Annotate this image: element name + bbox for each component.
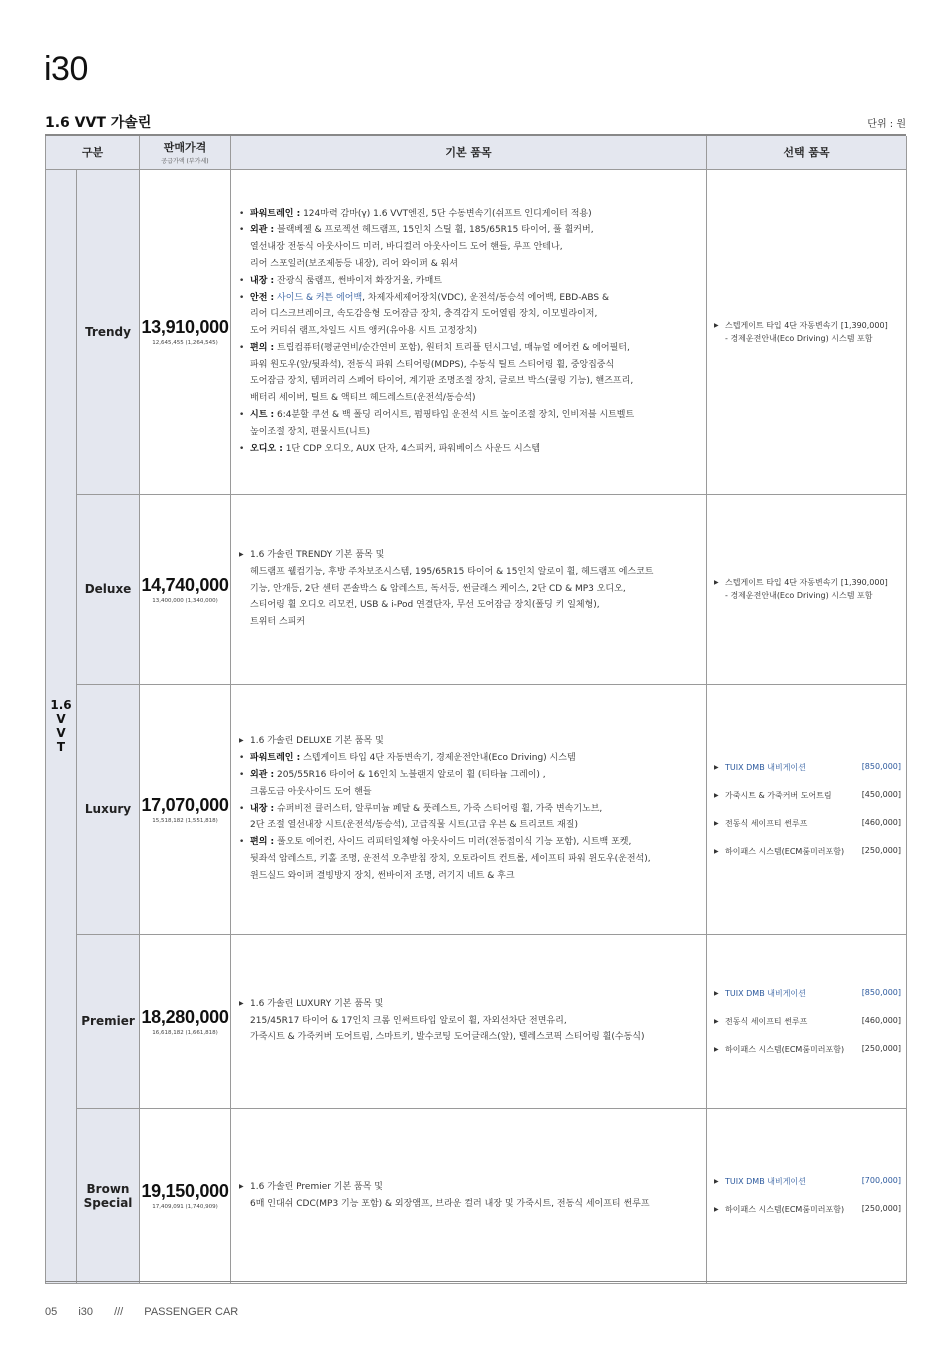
basic-item-key: 시트 : [250,410,275,421]
basic-item-key: 안전 : [250,292,275,303]
option-item [714,818,901,829]
option-left [714,818,807,829]
basic-item-key: 파워트레인 : [250,208,301,219]
header-options: 선택 품목 [707,136,907,169]
option-row [714,1044,901,1055]
option-row [714,818,901,829]
basic-item-line: 스티어링 휠 오디오 리모컨, USB & i-Pod 연결단자, 무선 도어잠금 장치(폴딩 키 일체형), [250,600,600,611]
triangle-bullet-icon: ▶ [714,819,719,827]
triangle-bullet-icon: ▶ [714,791,719,799]
basic-item-line: 가죽시트 & 가죽커버 도어트림, 스마트키, 발수코팅 도어글래스(앞), 텔레스코픽 스티어링 휠(수동식) [250,1032,645,1043]
option-item [714,577,901,601]
footer-category: PASSENGER CAR [144,1306,239,1318]
option-left [714,762,806,773]
option-left [714,577,888,588]
basic-item-text: 124마력 감마(γ) 1.6 VVT엔진, 5단 수동변속기(쉬프트 인디게이터 적용) [300,208,592,219]
bullet-icon: • [239,410,245,421]
basic-item-line: 6매 인대쉬 CDC(MP3 기능 포함) & 외장앰프, 브라운 컬러 내장 및 가죽시트, 전동식 세이프티 썬루프 [250,1198,650,1209]
basic-item-text: 1.6 가솔린 TRENDY 기본 품목 및 [250,550,385,560]
basic-item-line [239,222,698,239]
option-item [714,846,901,857]
basic-item-line: 도어잠금 장치, 템퍼러리 스페어 타이어, 계기판 조명조절 장치, 글로브 박스(쿨링 기능), 핸즈프리, [250,376,634,387]
option-price: [450,000] [861,789,902,799]
basic-item-text: , 차제자세제어장치(VDC), 운전석/동승석 에어백, EBD-ABS & [362,292,610,303]
table-row [46,934,907,1108]
option-price: [250,000] [861,1043,902,1053]
option-name: TUIX DMB 내비게이션 [725,1177,806,1186]
basic-item-line: 윈드실드 와이퍼 결빙방지 장치, 썬바이저 조명, 러기지 네트 & 후크 [250,870,515,881]
option-left [714,790,832,801]
triangle-bullet-icon: ▶ [239,737,244,745]
basic-items [231,1108,707,1283]
header-price-sub: 공급가액 (부가세) [161,158,209,166]
bullet-icon: • [239,753,245,764]
basic-item-line: 리어 스포일러(보조제동등 내장), 리어 와이퍼 & 워셔 [250,258,458,269]
option-row [714,790,901,801]
triangle-bullet-icon: ▶ [714,321,719,329]
basic-item-line [239,273,698,290]
option-row [714,988,901,999]
triangle-bullet-icon: ▶ [714,1017,719,1025]
option-row [714,762,901,773]
basic-item-line [239,733,698,750]
option-item [714,988,901,999]
basic-item-line [239,1179,698,1196]
basic-item-line: 215/45R17 타이어 & 17인치 크롬 인써트타입 알로이 휠, 자외선차단 전면유리, [250,1015,567,1026]
triangle-bullet-icon: ▶ [714,847,719,855]
price-table [45,136,907,1284]
header-price-label: 판매가격 [163,141,207,155]
price-cell [140,1108,231,1283]
basic-item-line [239,290,698,307]
option-price: [250,000] [861,845,902,855]
section-title: 1.6 VVT 가솔린 [45,115,152,131]
option-left [714,1176,806,1187]
option-left [714,988,806,999]
engine-label: 1.6 V V T [50,698,72,754]
basic-item-key: 파워트레인 : [250,753,301,764]
triangle-bullet-icon: ▶ [239,999,244,1007]
basic-item-key: 편의 : [250,837,275,848]
price-value: 19,150,000 [141,1181,229,1201]
basic-item-line [239,767,698,784]
bullet-icon: • [239,208,245,219]
basic-item-line: 파워 원도우(앞/뒷좌석), 전동식 파워 스티어링(MDPS), 수동식 틸트 스티어링 휠, 중앙집중식 [250,359,615,370]
option-left [714,846,844,857]
bullet-icon: • [239,225,245,236]
basic-item-line: 기능, 안개등, 2단 센터 콘솔박스 & 암레스트, 독서등, 썬글래스 케이스, 2단 CD & MP3 오디오, [250,583,626,594]
price-supply: 16,618,182 (1,661,818) [152,1029,218,1036]
table-body [46,169,907,1283]
basic-item-text: 풀오토 에어컨, 사이드 리피터일체형 아웃사이드 미러(전동접이식 기능 포함), 시트백 포켓, [274,837,632,848]
table-row [46,684,907,934]
price-value: 13,910,000 [141,317,229,337]
bottom-rule [45,1281,906,1282]
price-supply: 13,400,000 (1,340,000) [152,597,218,604]
basic-item-line [239,996,698,1013]
table-row [46,494,907,684]
price-cell [140,494,231,684]
option-row [714,1204,901,1215]
triangle-bullet-icon: ▶ [714,579,719,586]
option-left [714,320,888,331]
option-left [714,1204,844,1215]
basic-item-key: 오디오 : [250,443,283,454]
basic-item-line [239,834,698,851]
header-price [140,136,231,169]
option-item [714,1044,901,1055]
trim-name: Luxury [77,684,140,934]
footer-model: i30 [78,1306,93,1318]
trim-name: Trendy [77,169,140,494]
trim-name: Premier [77,934,140,1108]
price-cell [140,684,231,934]
price-supply: 12,645,455 (1,264,545) [152,340,218,346]
basic-item-line: 리어 디스크브레이크, 속도감응형 도어잠금 장치, 충격감지 도어열림 장치, 이모빌라이저, [250,309,598,320]
price-supply: 15,518,182 (1,551,818) [152,817,218,824]
basic-item-text: 슈퍼비전 클러스터, 알루미늄 페달 & 풋레스트, 가죽 스티어링 휠, 가죽 변속기노브, [274,803,603,814]
table-header-row [46,136,907,169]
option-left [714,1044,844,1055]
triangle-bullet-icon: ▶ [239,1182,244,1190]
basic-item-line: 배터리 세이버, 틸트 & 액티브 헤드레스트(운전석/동승석) [250,393,476,404]
option-row [714,846,901,857]
option-price: [250,000] [861,1204,902,1213]
page-number: 05 [45,1306,58,1318]
basic-item-line [239,441,698,458]
basic-item-line: 높이조절 장치, 편물시트(니트) [250,426,370,437]
option-row [714,320,901,331]
basic-items [231,684,707,934]
basic-item-key: 외관 : [250,225,275,236]
table-row [46,1108,907,1283]
bullet-icon: • [239,803,245,814]
option-items [707,934,907,1108]
triangle-bullet-icon: ▶ [714,1178,719,1185]
basic-item-line [239,547,698,564]
triangle-bullet-icon: ▶ [714,1206,719,1213]
basic-item-text: 1.6 가솔린 LUXURY 기본 품목 및 [250,998,384,1009]
option-name: 스텝게이트 타입 4단 자동변속기 [1,390,000] [725,320,888,330]
basic-items [231,494,707,684]
bullet-icon: • [239,770,245,780]
option-name: 하이패스 시스템(ECM룸미러포함) [725,846,845,856]
option-row [714,1176,901,1187]
basic-item-key: 외관 : [250,770,275,780]
basic-item-text: 205/55R16 타이어 & 16인치 노블랜지 알로이 휠 (티타늄 그레이) , [274,770,546,780]
option-left [714,1016,807,1027]
unit-label: 단위 : 원 [867,119,906,130]
option-price: [700,000] [861,1176,902,1185]
basic-item-key: 내장 : [250,803,275,814]
price-cell [140,169,231,494]
basic-item-line [239,340,698,357]
basic-item-text: 1단 CDP 오디오, AUX 단자, 4스피커, 파워베이스 사운드 시스템 [282,443,541,454]
price-supply: 17,409,091 (1,740,909) [152,1204,218,1210]
option-items [707,169,907,494]
price-value: 17,070,000 [141,794,229,815]
triangle-bullet-icon: ▶ [714,1045,719,1053]
basic-item-text: 6:4분할 쿠션 & 백 폴딩 리어시트, 펌핑타입 운전석 시트 높이조절 장치, 인비저블 시트벨트 [274,410,635,421]
basic-item-key: 내장 : [250,275,275,286]
header-basic: 기본 품목 [231,136,707,169]
basic-item-text: 트립컴퓨터(평균연비/순간연비 포함), 원터치 트리플 턴시그널, 매뉴얼 에어컨 & 에어필터, [274,342,630,353]
basic-item-text: 1.6 가솔린 Premier 기본 품목 및 [250,1181,383,1192]
option-items [707,1108,907,1283]
option-items [707,684,907,934]
option-name: 하이패스 시스템(ECM룸미러포함) [725,1205,845,1214]
basic-items [231,934,707,1108]
basic-items [231,169,707,494]
option-item [714,1204,901,1215]
option-name: 전동식 세이프티 썬루프 [725,818,808,828]
header-category: 구분 [46,136,140,169]
triangle-bullet-icon: ▶ [714,989,719,997]
basic-item-line: 열선내장 전동식 아웃사이드 미러, 바디컬러 아웃사이드 도어 핸들, 루프 안테나, [250,242,563,253]
trim-name: Deluxe [77,494,140,684]
basic-item-line [239,750,698,767]
footer [45,1306,256,1318]
option-name: 전동식 세이프티 썬루프 [725,1016,808,1026]
basic-item-line: 2단 조절 열선내장 시트(운전석/동승석), 고급직물 시트(고급 우븐 & 트리코트 재질) [250,820,578,831]
bullet-icon: • [239,443,245,454]
basic-item-text: 스텝게이트 타입 4단 자동변속기, 경제운전안내(Eco Driving) 시스템 [300,753,576,764]
basic-item-line: 크롬도금 아웃사이드 도어 핸들 [250,786,372,797]
basic-item-line [239,407,698,424]
engine-cell [46,169,77,1283]
option-note: - 경제운전안내(Eco Driving) 시스템 포함 [725,333,873,343]
bullet-icon: • [239,342,245,353]
footer-separator: /// [114,1306,124,1318]
bullet-icon: • [239,275,245,286]
option-name: 스텝게이트 타입 4단 자동변속기 [1,390,000] [725,578,888,587]
basic-item-highlight: 사이드 & 커튼 에어백 [274,292,363,303]
option-name: TUIX DMB 내비게이션 [725,762,806,772]
table-row [46,169,907,494]
basic-item-text: 1.6 가솔린 DELUXE 기본 품목 및 [250,736,384,747]
option-price: [460,000] [861,1015,902,1025]
basic-item-line: 도어 커티쉬 램프,차일드 시트 앵커(유아용 시트 고정장치) [250,326,478,337]
option-item [714,790,901,801]
option-price: [460,000] [861,817,902,827]
option-note: - 경제운전안내(Eco Driving) 시스템 포함 [725,591,873,600]
option-row [714,577,901,588]
price-cell [140,934,231,1108]
basic-item-text: 잔광식 룸램프, 썬바이저 화장거울, 카매트 [274,275,442,286]
triangle-bullet-icon: ▶ [714,763,719,771]
basic-item-line: 헤드램프 웰컴기능, 후방 주차보조시스템, 195/65R15 타이어 & 15인치 알로이 휠, 헤드램프 에스코트 [250,566,654,577]
basic-item-text: 블랙베젤 & 프로젝션 헤드램프, 15인치 스틸 휠, 185/65R15 타이어, 풀 휠커버, [274,225,594,236]
basic-item-line: 뒷좌석 암레스트, 키홀 조명, 운전석 오추받침 장치, 오토라이트 컨트롤, 세이프티 파워 윈도우(운전석), [250,853,651,864]
option-row [714,1016,901,1027]
option-item [714,1016,901,1027]
option-item [714,1176,901,1187]
option-price: [850,000] [861,761,902,771]
basic-item-line [239,801,698,818]
model-title: i30 [44,50,88,88]
option-item [714,762,901,773]
option-name: TUIX DMB 내비게이션 [725,988,806,998]
option-name: 하이패스 시스템(ECM룸미러포함) [725,1044,845,1054]
bullet-icon: • [239,292,245,303]
price-value: 18,280,000 [141,1006,229,1027]
triangle-bullet-icon: ▶ [239,551,244,558]
price-value: 14,740,000 [141,574,229,595]
option-item [714,320,901,344]
option-items [707,494,907,684]
basic-item-key: 편의 : [250,342,275,353]
basic-item-line: 트위터 스피커 [250,617,306,628]
trim-name: Brown Special [77,1108,140,1283]
bullet-icon: • [239,837,245,848]
option-price: [850,000] [861,987,902,997]
option-name: 가죽시트 & 가죽커버 도어트림 [725,790,832,800]
basic-item-line [239,206,698,223]
